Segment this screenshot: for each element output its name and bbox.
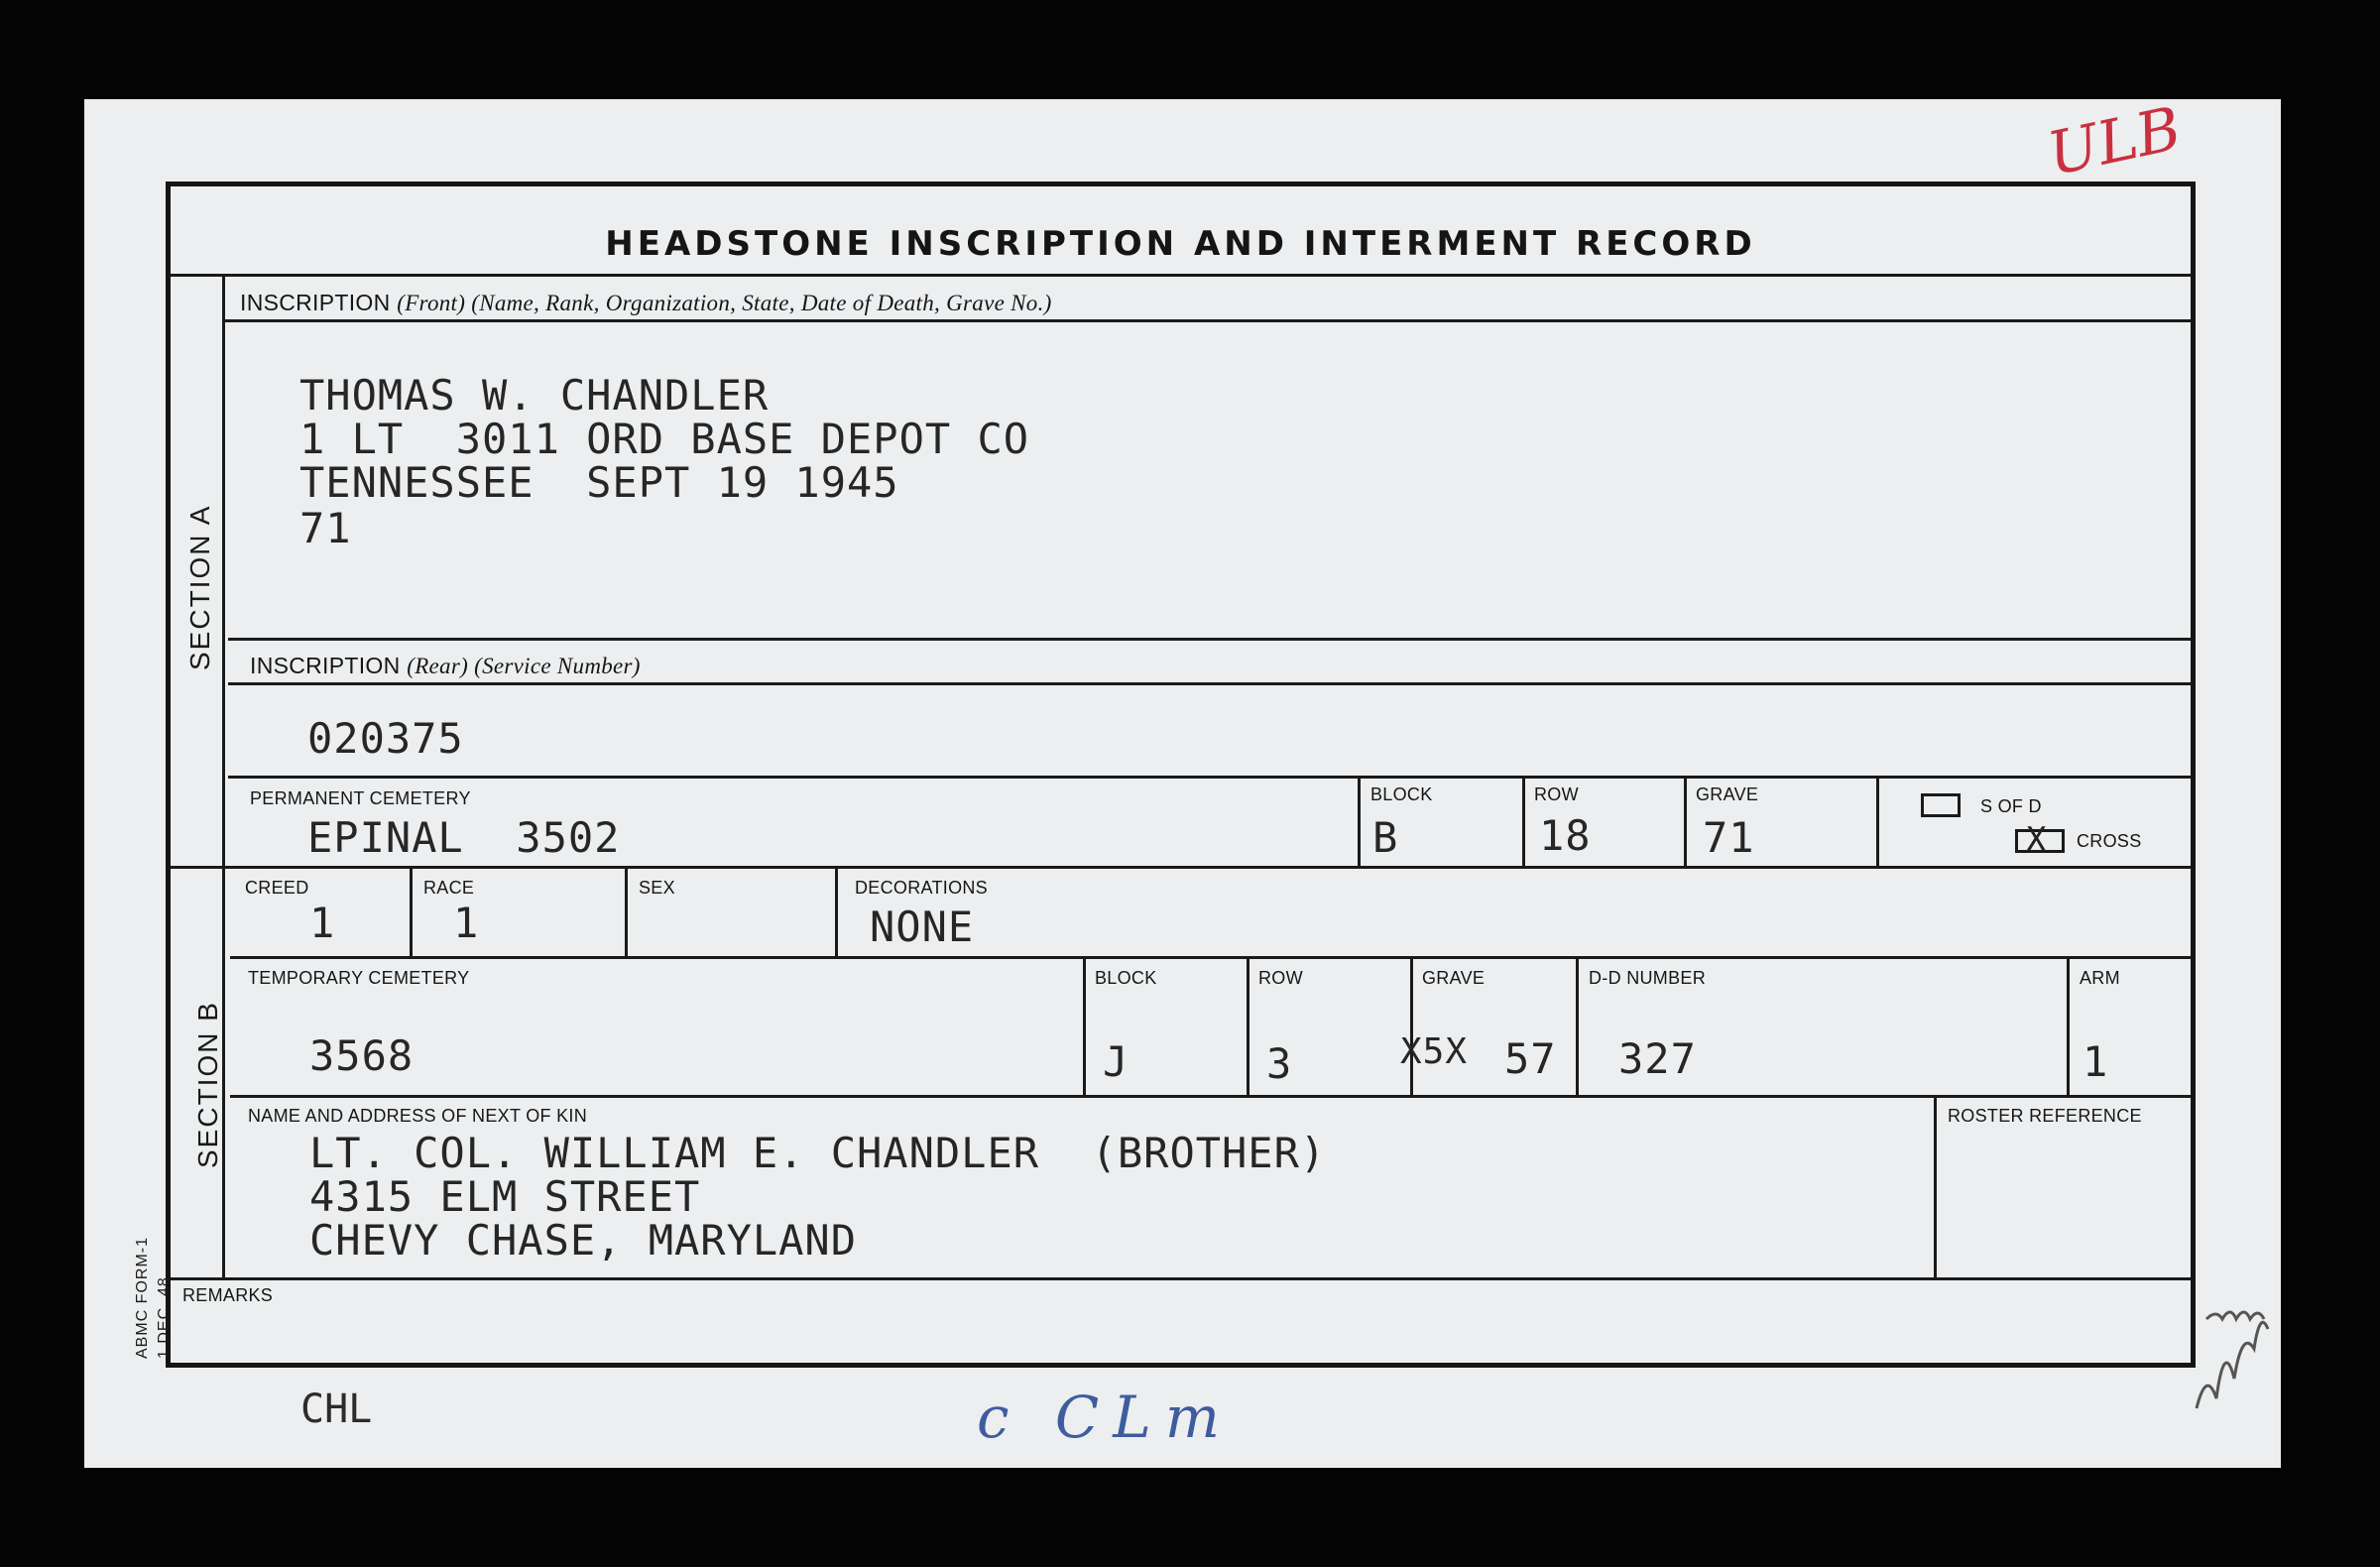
cross-label: CROSS [2077, 831, 2142, 851]
dd-number-label: D-D NUMBER [1589, 968, 1706, 988]
next-of-kin-line-1: LT. COL. WILLIAM E. CHANDLER (BROTHER) [309, 1129, 1327, 1177]
temp-row-value: 3 [1266, 1039, 1293, 1088]
perm-grave-value: 71 [1703, 813, 1755, 862]
section-a-label: SECTION A [184, 504, 215, 670]
next-of-kin-label: NAME AND ADDRESS OF NEXT OF KIN [248, 1106, 588, 1126]
permanent-cemetery-value: EPINAL 3502 [307, 813, 621, 862]
arm-value: 1 [2082, 1037, 2109, 1086]
section-b-label: SECTION B [192, 1001, 223, 1168]
perm-row-label: ROW [1534, 784, 1579, 804]
temporary-cemetery-value: 3568 [309, 1031, 415, 1080]
inscription-front-label: INSCRIPTION (Front) (Name, Rank, Organization, State, Date of Death, Grave No.) [240, 290, 1052, 315]
temp-grave-value: 57 [1504, 1034, 1557, 1083]
record-card [84, 93, 2281, 1468]
s-of-d-checkbox [1921, 793, 1961, 817]
decorations-label: DECORATIONS [855, 878, 988, 898]
next-of-kin-line-2: 4315 ELM STREET [309, 1172, 701, 1221]
creed-value: 1 [309, 899, 336, 947]
inscription-front-line-3: TENNESSEE SEPT 19 1945 [299, 458, 899, 507]
red-handwritten-mark: ULB [2042, 93, 2188, 190]
cross-check-mark: X [2026, 820, 2047, 860]
cross-checkbox [2015, 820, 2065, 860]
form-frame [166, 181, 2196, 1368]
service-number: 020375 [307, 714, 464, 763]
next-of-kin-line-3: CHEVY CHASE, MARYLAND [309, 1216, 858, 1265]
blue-handwritten-note: c CLm [977, 1384, 1234, 1451]
perm-row-value: 18 [1539, 811, 1592, 860]
perm-grave-label: GRAVE [1696, 784, 1759, 804]
form-number: ABMC FORM-1 [134, 1237, 151, 1359]
permanent-cemetery-label: PERMANENT CEMETERY [250, 788, 471, 808]
form-title: HEADSTONE INSCRIPTION AND INTERMENT RECORD [605, 224, 1756, 264]
creed-label: CREED [245, 878, 309, 898]
temp-grave-label: GRAVE [1422, 968, 1486, 988]
form-date: 1 DEC. 48 [156, 1276, 173, 1359]
temp-block-value: J [1103, 1037, 1130, 1086]
remarks-label: REMARKS [182, 1285, 274, 1305]
inscription-front-line-1: THOMAS W. CHANDLER [299, 371, 770, 420]
inscription-rear-label: INSCRIPTION (Rear) (Service Number) [250, 653, 641, 678]
inscription-front-line-2: 1 LT 3011 ORD BASE DEPOT CO [299, 415, 1030, 463]
chl-stamp: CHL [300, 1386, 373, 1432]
inscription-front-line-4: 71 [299, 504, 352, 552]
temp-row-label: ROW [1258, 968, 1303, 988]
perm-block-label: BLOCK [1370, 784, 1433, 804]
s-of-d-label: S OF D [1980, 796, 2042, 816]
decorations-value: NONE [870, 903, 975, 951]
arm-label: ARM [2080, 968, 2120, 988]
margin-scribble [2187, 1210, 2276, 1448]
race-label: RACE [423, 878, 475, 898]
perm-block-value: B [1372, 813, 1399, 862]
temp-grave-struck-value: X5X [1400, 1031, 1469, 1072]
race-value: 1 [453, 899, 480, 947]
sex-label: SEX [639, 878, 675, 898]
roster-reference-label: ROSTER REFERENCE [1948, 1106, 2142, 1126]
temporary-cemetery-label: TEMPORARY CEMETERY [248, 968, 470, 988]
dd-number-value: 327 [1618, 1034, 1697, 1083]
temp-block-label: BLOCK [1095, 968, 1157, 988]
